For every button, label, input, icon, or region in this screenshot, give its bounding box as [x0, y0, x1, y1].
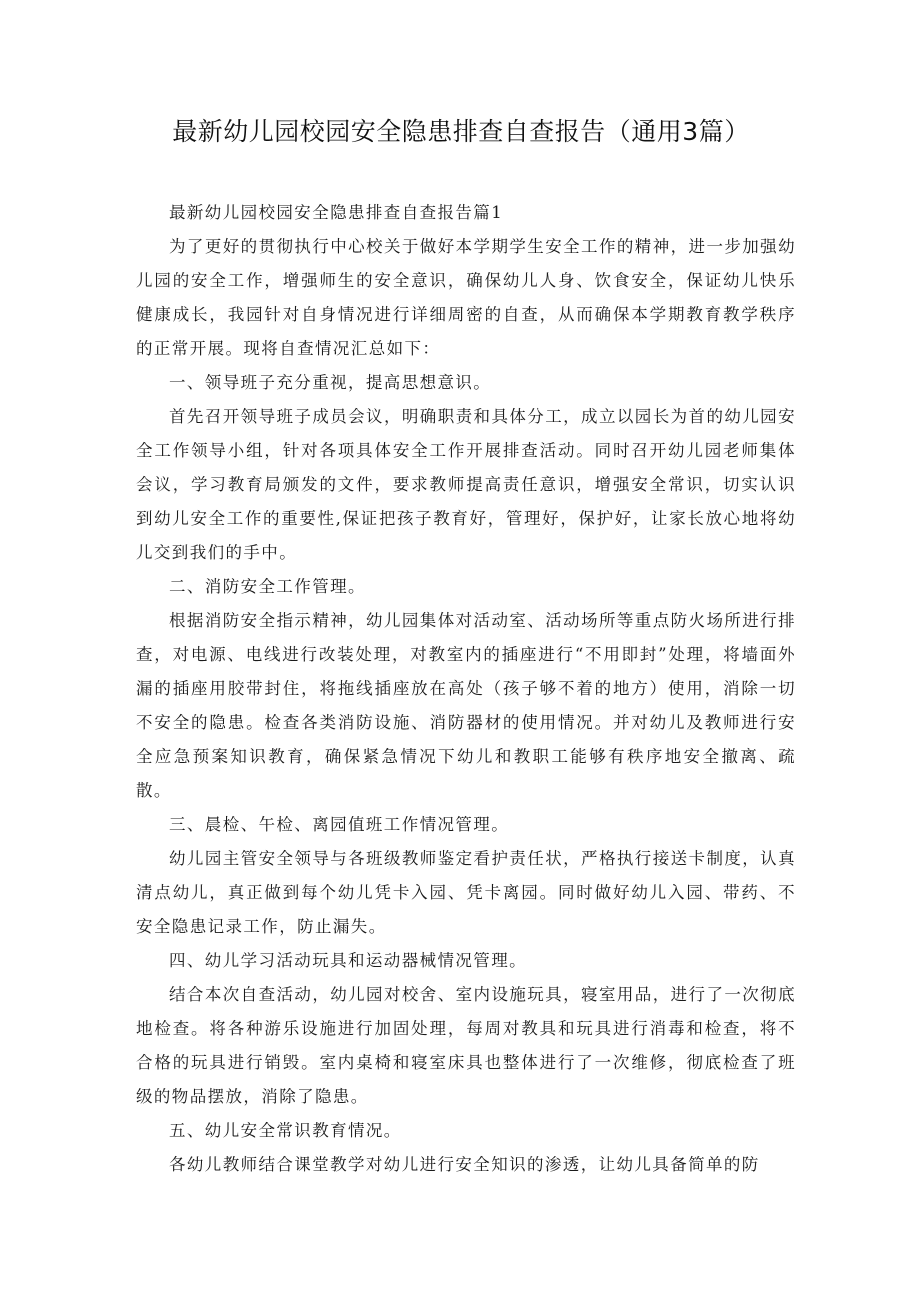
leadership-paragraph: 首先召开领导班子成员会议，明确职责和具体分工，成立以园长为首的幼儿园安全工作领导小组，针对各项具体安全工作开展排查活动。同时召开幼儿园老师集体会议，学习教育局颁发的文件，要求教师提高责任意识，增强安全常识，切实认识到幼儿安全工作的重要性,保证把孩子教育好，管理好，保护好，让家长放心地将幼儿交到我们的手中。: [136, 407, 796, 562]
section-heading-leadership: 一、领导班子充分重视，提高思想意识。: [169, 373, 492, 392]
section-heading-safety-education: 五、幼儿安全常识教育情况。: [169, 1121, 402, 1140]
section-heading-fire-safety: 二、消防安全工作管理。: [169, 577, 366, 596]
document-body: [136, 196, 796, 1182]
section-heading-part-1: 最新幼儿园校园安全隐患排查自查报告篇1: [169, 203, 504, 222]
safety-education-paragraph: 各幼儿教师结合课堂教学对幼儿进行安全知识的渗透，让幼儿具备简单的防: [169, 1155, 760, 1174]
intro-paragraph: 为了更好的贯彻执行中心校关于做好本学期学生安全工作的精神，进一步加强幼儿园的安全工作，增强师生的安全意识，确保幼儿人身、饮食安全，保证幼儿快乐健康成长，我园针对自身情况进行详细周密的自查，从而确保本学期教育教学秩序的正常开展。现将自查情况汇总如下：: [136, 237, 796, 358]
toys-equipment-paragraph: 结合本次自查活动，幼儿园对校舍、室内设施玩具，寝室用品，进行了一次彻底地检查。将各种游乐设施进行加固处理，每周对教具和玩具进行消毒和检查，将不合格的玩具进行销毁。室内桌椅和寝室床具也整体进行了一次维修，彻底检查了班级的物品摆放，消除了隐患。: [136, 985, 796, 1106]
section-heading-inspection: 三、晨检、午检、离园值班工作情况管理。: [169, 815, 510, 834]
document-title: 最新幼儿园校园安全隐患排查自查报告（通用3篇）: [172, 117, 750, 146]
fire-safety-paragraph: 根据消防安全指示精神，幼儿园集体对活动室、活动场所等重点防火场所进行排查，对电源、电线进行改装处理，对教室内的插座进行“不用即封”处理，将墙面外漏的插座用胶带封住，将拖线插座放在高处（孩子够不着的地方）使用，消除一切不安全的隐患。检查各类消防设施、消防器材的使用情况。并对幼儿及教师进行安全应急预案知识教育，确保紧急情况下幼儿和教职工能够有秩序地安全撤离、疏散。: [136, 611, 796, 800]
section-heading-toys-equipment: 四、幼儿学习活动玩具和运动器械情况管理。: [169, 951, 527, 970]
inspection-paragraph: 幼儿园主管安全领导与各班级教师鉴定看护责任状，严格执行接送卡制度，认真清点幼儿，真正做到每个幼儿凭卡入园、凭卡离园。同时做好幼儿入园、带药、不安全隐患记录工作，防止漏失。: [136, 849, 796, 936]
